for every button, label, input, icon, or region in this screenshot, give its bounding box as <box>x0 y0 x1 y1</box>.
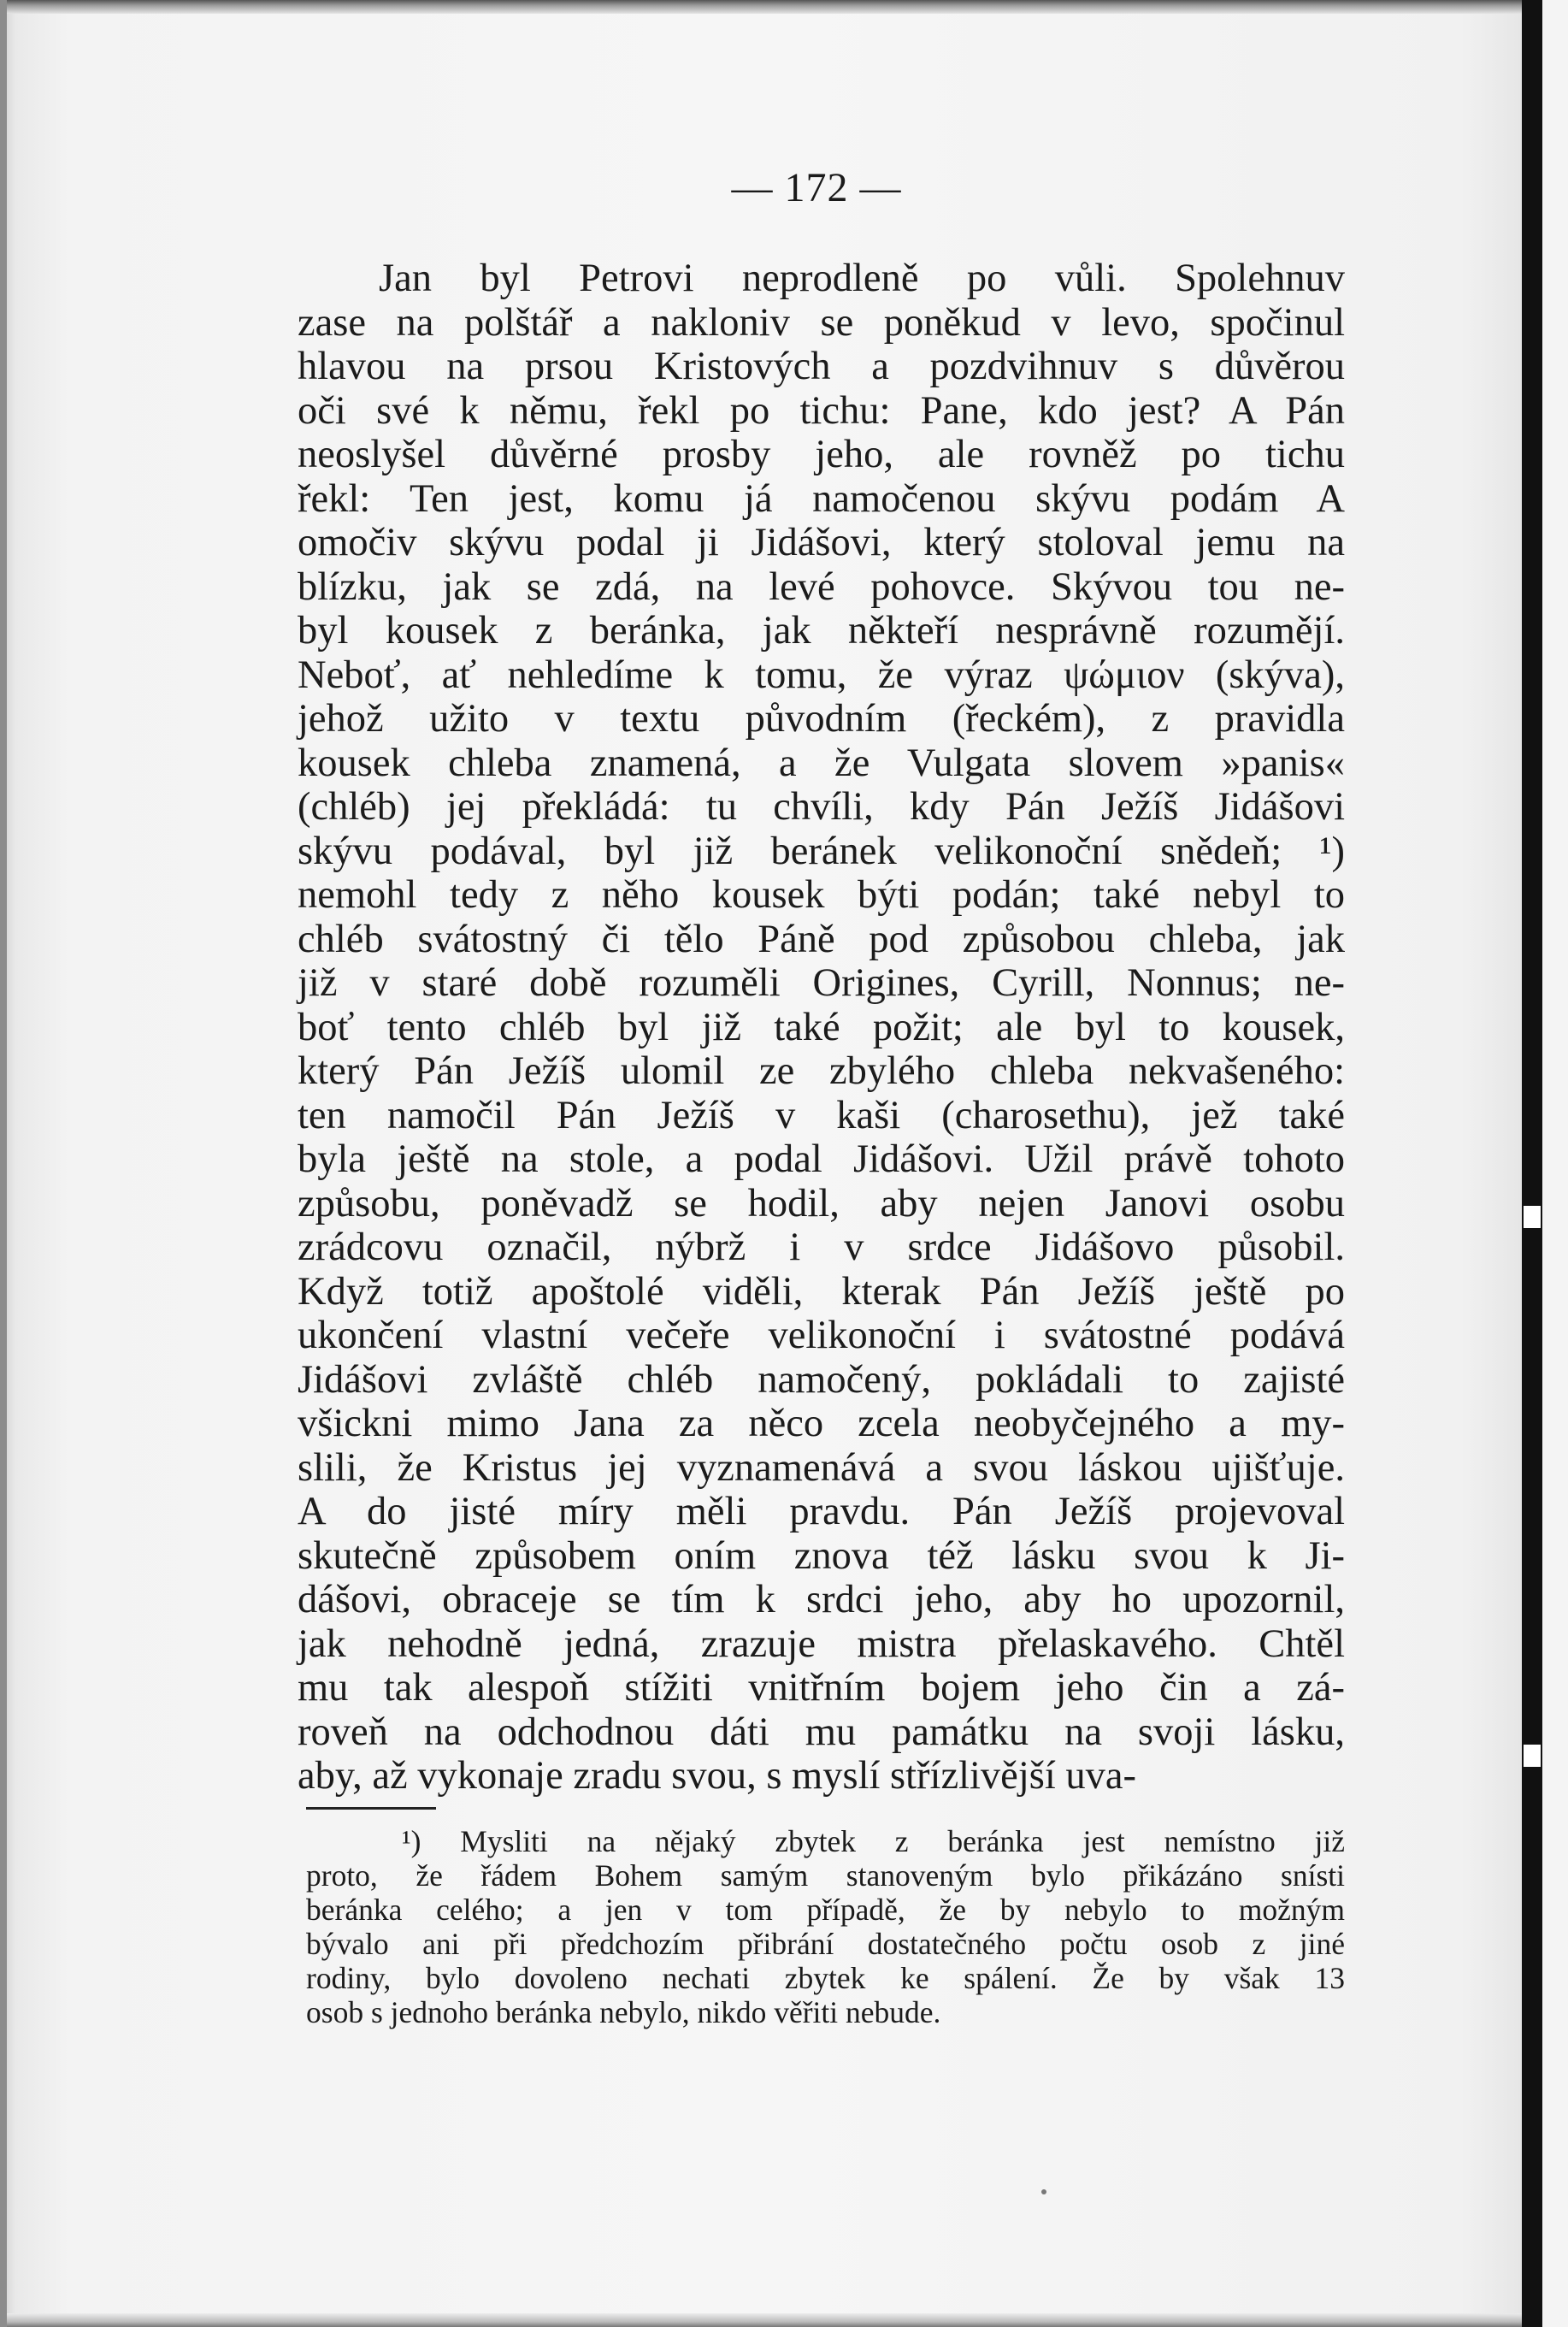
text-line: ukončení vlastní večeře velikonoční i svátostné podává <box>298 1314 1345 1357</box>
text-line: kousek chleba znamená, a že Vulgata slovem »panis« <box>298 741 1345 785</box>
text-line: Neboť, ať nehledíme k tomu, že výraz ψώμιον (skýva), <box>298 653 1345 697</box>
page-top-edge <box>0 0 1522 14</box>
page-bottom-edge <box>0 2313 1522 2327</box>
text-line: dášovi, obraceje se tím k srdci jeho, aby ho upozornil, <box>298 1578 1345 1621</box>
text-line: hlavou na prsou Kristových a pozdvihnuv s důvěrou <box>298 345 1345 388</box>
binding-notch <box>1524 1206 1541 1228</box>
text-line: neoslyšel důvěrné prosby jeho, ale rovněž po tichu <box>298 433 1345 476</box>
footnote-line: osob s jednoho beránka nebylo, nikdo věřiti nebude. <box>306 1995 941 2029</box>
text-line: Když totiž apoštolé viděli, kterak Pán Ježíš ještě po <box>298 1269 1345 1314</box>
binding-notch <box>1524 1745 1541 1767</box>
text-line: byl kousek z beránka, jak někteří nesprávně rozumějí. <box>298 609 1345 653</box>
text-line: nemohl tedy z něho kousek býti podán; také nebyl to <box>298 873 1345 917</box>
text-line: řekl: Ten jest, komu já namočenou skývu podám A <box>298 476 1345 521</box>
text-line: roveň na odchodnou dáti mu památku na svoji lásku, <box>298 1710 1345 1754</box>
text-line: omočiv skývu podal ji Jidášovi, který stoloval jemu na <box>298 521 1345 564</box>
text-line: způsobu, poněvadž se hodil, aby nejen Janovi osobu <box>298 1181 1345 1226</box>
text-line: (chléb) jej překládá: tu chvíli, kdy Pán Ježíš Jidášovi <box>298 785 1345 829</box>
text-line: jak nehodně jedná, zrazuje mistra přelaskavého. Chtěl <box>298 1621 1345 1666</box>
text-line: blízku, jak se zdá, na levé pohovce. Skývou tou ne- <box>298 564 1345 609</box>
footnote-line: proto, že řádem Bohem samým stanoveným bylo přikázáno snísti <box>306 1858 1345 1893</box>
text-line: chléb svátostný či tělo Páně pod způsobou chleba, jak <box>298 917 1345 961</box>
footnote-line: rodiny, bylo dovoleno nechati zbytek ke spálení. Že by však 13 <box>306 1961 1345 1995</box>
text-line: Jidášovi zvláště chléb namočený, pokládali to zajisté <box>298 1357 1345 1402</box>
text-line: byla ještě na stole, a podal Jidášovi. Užil právě tohoto <box>298 1137 1345 1181</box>
text-line: zrádcovu označil, nýbrž i v srdce Jidášovo působil. <box>298 1226 1345 1269</box>
footnote-text <box>306 1824 1345 2029</box>
text-line: skývu podával, byl již beránek velikonoční snědeň; ¹) <box>298 829 1345 873</box>
text-line: jehož užito v textu původním (řeckém), z pravidla <box>298 697 1345 741</box>
text-line: zase na polštář a nakloniv se poněkud v levo, spočinul <box>298 300 1345 345</box>
main-text <box>298 257 1345 1798</box>
text-line: slili, že Kristus jej vyznamenává a svou láskou ujišťuje. <box>298 1445 1345 1490</box>
text-line: Jan byl Petrovi neprodleně po vůli. Spolehnuv <box>379 257 1345 300</box>
text-line: všickni mimo Jana za něco zcela neobyčejného a my- <box>298 1402 1345 1445</box>
text-line: který Pán Ježíš ulomil ze zbylého chleba nekvašeného: <box>298 1049 1345 1093</box>
binding-margin <box>1542 0 1568 2327</box>
page-left-edge <box>0 0 7 2327</box>
page-number-header: — 172 — <box>731 165 902 210</box>
text-line: ten namočil Pán Ježíš v kaši (charosethu), jež také <box>298 1093 1345 1137</box>
footnote-rule <box>306 1807 436 1810</box>
text-line: skutečně způsobem oním znova též lásku svou k Ji- <box>298 1533 1345 1578</box>
text-line: mu tak alespoň stížiti vnitřním bojem jeho čin a zá- <box>298 1666 1345 1710</box>
footnote-line: bývalo ani při předchozím přibrání dostatečného počtu osob z jiné <box>306 1927 1345 1961</box>
text-line: A do jisté míry měli pravdu. Pán Ježíš projevoval <box>298 1490 1345 1533</box>
text-line: boť tento chléb byl již také požit; ale byl to kousek, <box>298 1005 1345 1049</box>
binding-strip <box>1522 0 1542 2327</box>
text-line: již v staré době rozuměli Origines, Cyrill, Nonnus; ne- <box>298 961 1345 1005</box>
text-line: aby, až vykonaje zradu svou, s myslí střízlivější uva- <box>298 1754 1136 1798</box>
paper-speck <box>1041 2189 1046 2194</box>
footnote-line: ¹) Mysliti na nějaký zbytek z beránka jest nemístno již <box>402 1824 1345 1858</box>
text-line: oči své k němu, řekl po tichu: Pane, kdo jest? A Pán <box>298 388 1345 433</box>
footnote-line: beránka celého; a jen v tom případě, že by nebylo to možným <box>306 1893 1345 1927</box>
